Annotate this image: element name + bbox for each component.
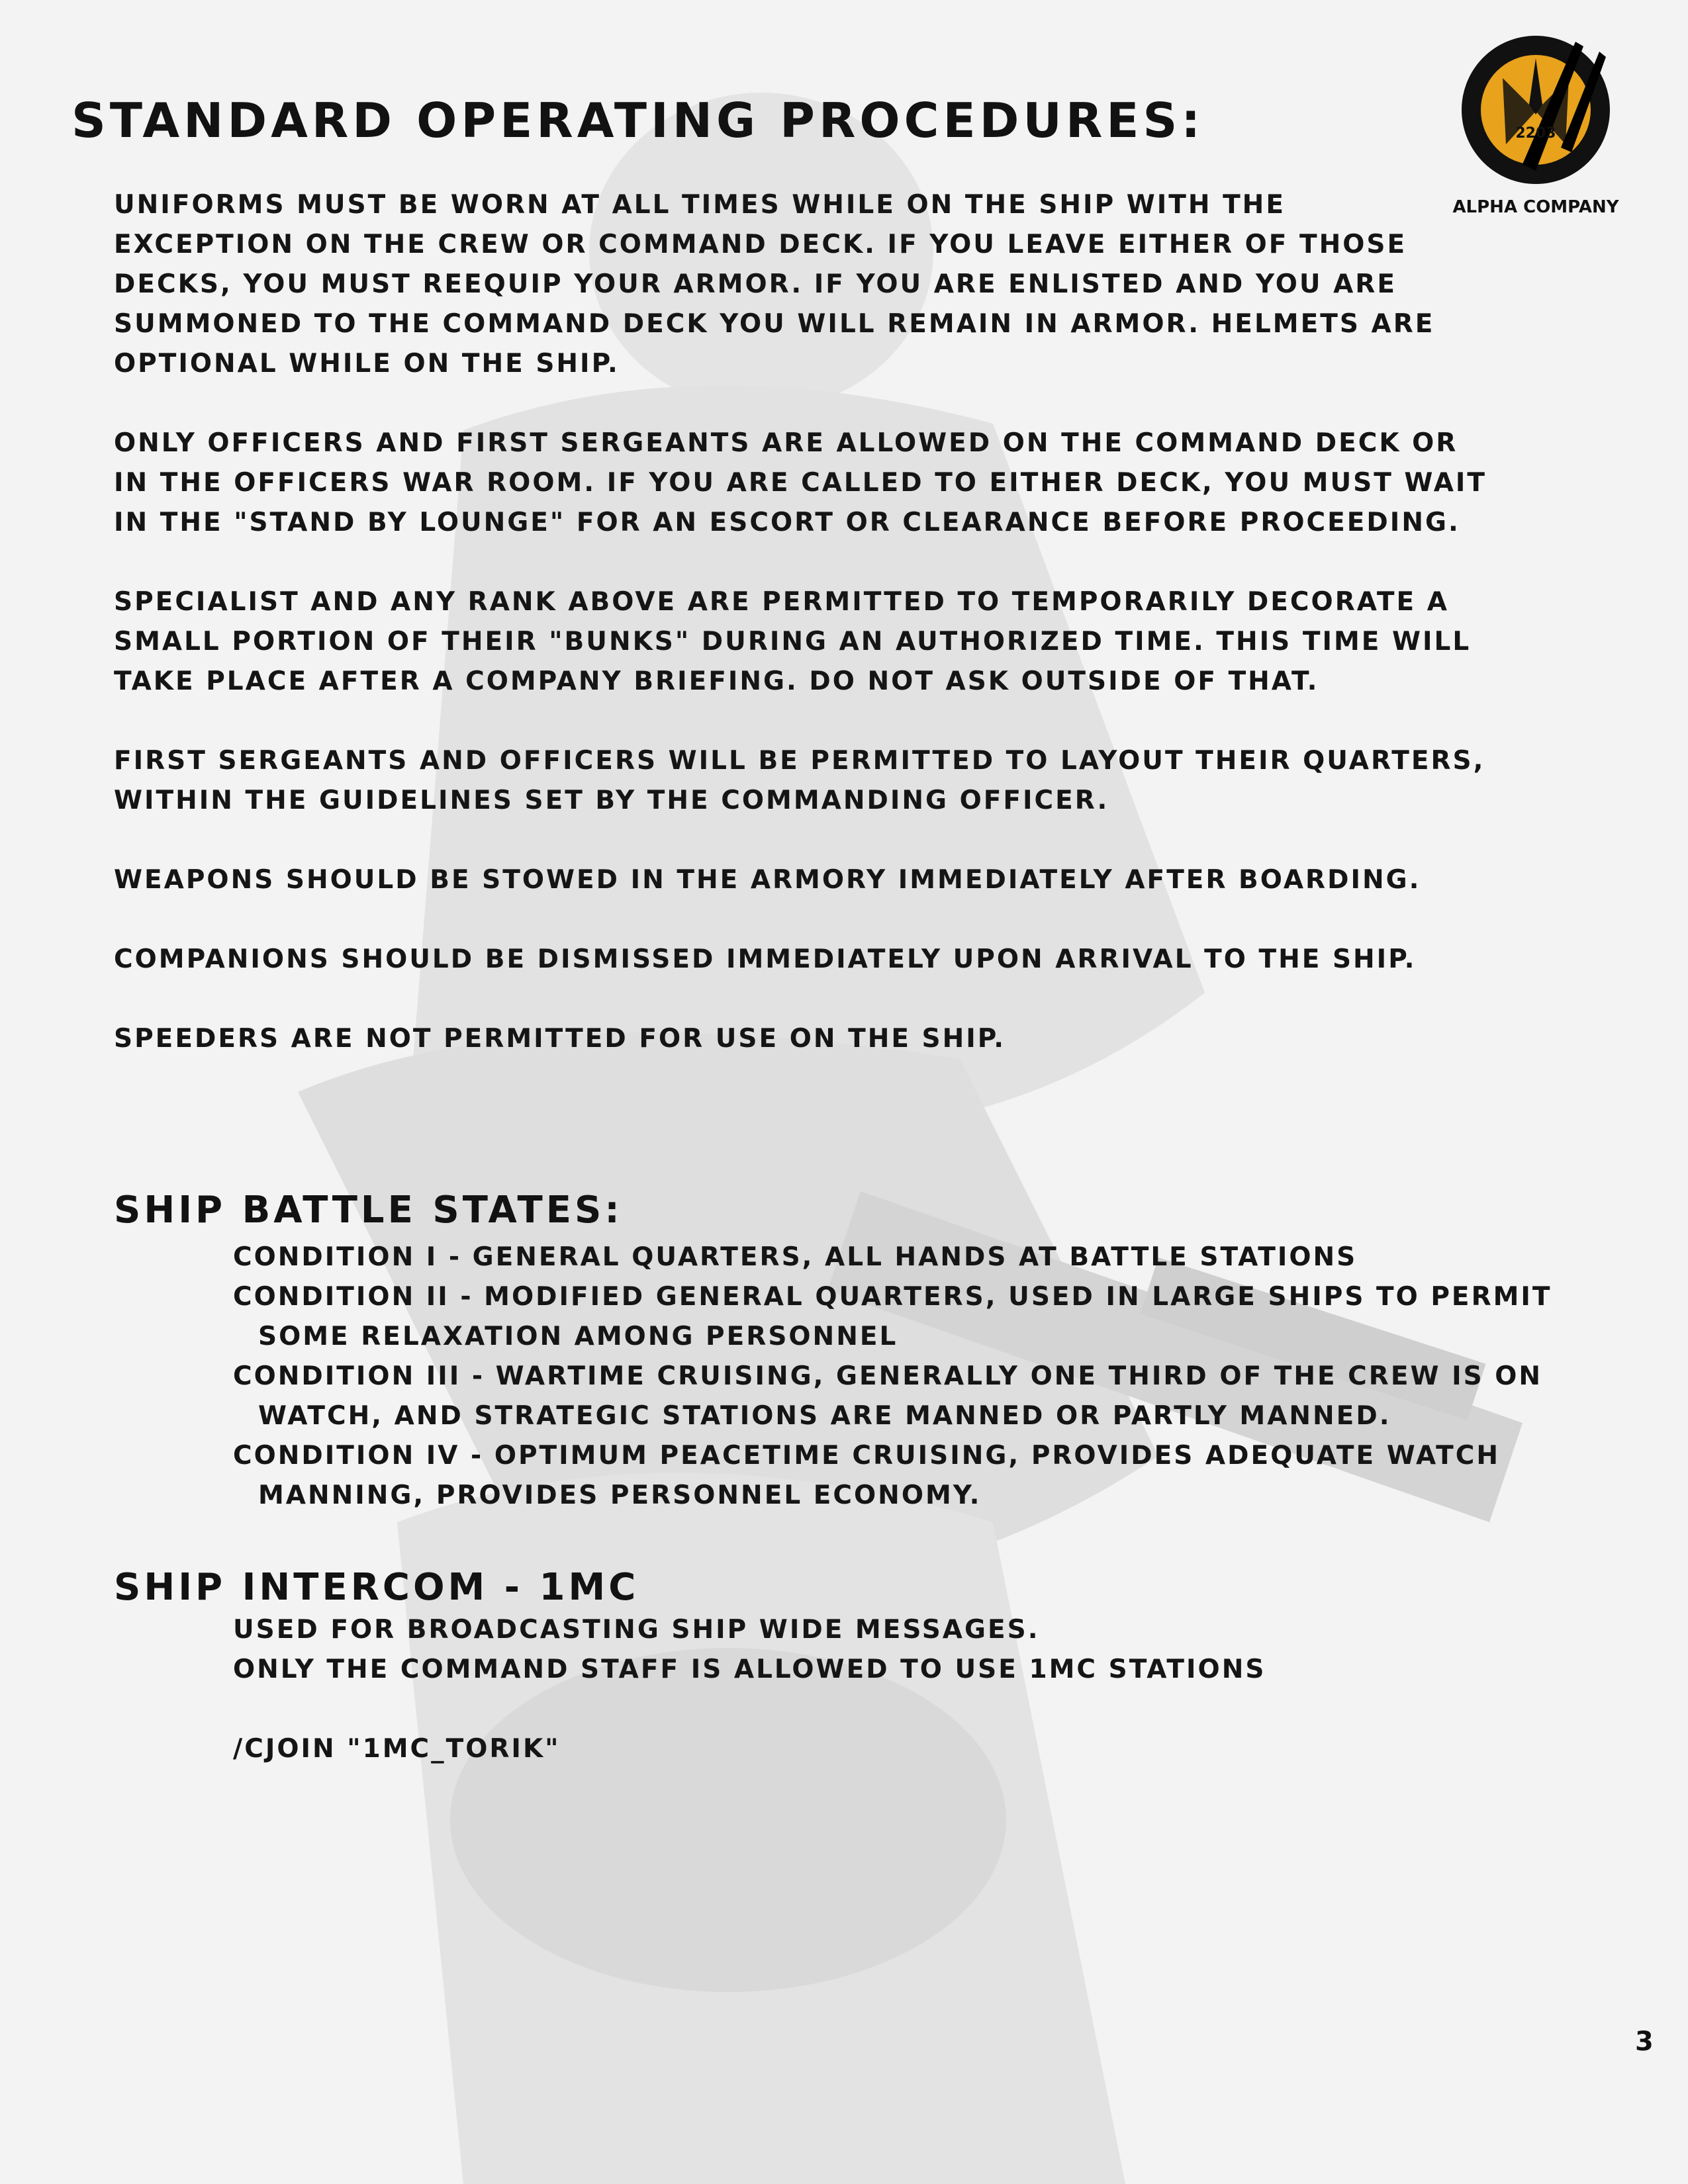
condition-2: CONDITION II - MODIFIED GENERAL QUARTERS, USED IN LARGE SHIPS TO PERMIT SOME RELAXATION AMONG PERSONNEL: [233, 1282, 1552, 1351]
intercom-join-command: /CJOIN "1MC_TORIK": [233, 1734, 561, 1764]
procedure-command-deck: ONLY OFFICERS AND FIRST SERGEANTS ARE ALLOWED ON THE COMMAND DECK OR IN THE OFFICERS WAR ROOM. IF YOU ARE CALLED TO EITHER DECK, YOU MUST WAIT IN THE "STAND BY LOUNGE" FOR AN ESCORT OR CLEARANCE BEFORE PROCEEDING.: [114, 428, 1487, 537]
condition-4: CONDITION IV - OPTIMUM PEACETIME CRUISING, PROVIDES ADEQUATE WATCH MANNING, PROVIDES PERSONNEL ECONOMY.: [233, 1441, 1500, 1510]
intercom-line-broadcast: USED FOR BROADCASTING SHIP WIDE MESSAGES.: [233, 1615, 1040, 1645]
procedure-companions: COMPANIONS SHOULD BE DISMISSED IMMEDIATELY UPON ARRIVAL TO THE SHIP.: [114, 944, 1417, 974]
procedure-quarters: FIRST SERGEANTS AND OFFICERS WILL BE PERMITTED TO LAYOUT THEIR QUARTERS, WITHIN THE GUIDELINES SET BY THE COMMANDING OFFICER.: [114, 746, 1485, 815]
logo-caption: ALPHA COMPANY: [1452, 197, 1619, 217]
battle-states-heading: SHIP BATTLE STATES:: [114, 1189, 623, 1232]
intercom-heading: SHIP INTERCOM - 1MC: [114, 1566, 639, 1609]
procedure-uniforms: UNIFORMS MUST BE WORN AT ALL TIMES WHILE ON THE SHIP WITH THE EXCEPTION ON THE CREW OR COMMAND DECK. IF YOU LEAVE EITHER OF THOSE DECKS, YOU MUST REEQUIP YOUR ARMOR. IF YOU ARE ENLISTED AND YOU ARE SUMMONED TO THE COMMAND DECK YOU WILL REMAIN IN ARMOR. HELMETS ARE OPTIONAL WHILE ON THE SHIP.: [114, 190, 1435, 379]
procedure-bunks: SPECIALIST AND ANY RANK ABOVE ARE PERMITTED TO TEMPORARILY DECORATE A SMALL PORTION OF THEIR "BUNKS" DURING AN AUTHORIZED TIME. THIS TIME WILL TAKE PLACE AFTER A COMPANY BRIEFING. DO NOT ASK OUTSIDE OF THAT.: [114, 587, 1472, 696]
condition-3: CONDITION III - WARTIME CRUISING, GENERALLY ONE THIRD OF THE CREW IS ON WATCH, AND STRATEGIC STATIONS ARE MANNED OR PARTLY MANNED.: [233, 1361, 1543, 1431]
intercom-line-restriction: ONLY THE COMMAND STAFF IS ALLOWED TO USE 1MC STATIONS: [233, 1655, 1266, 1684]
procedure-weapons: WEAPONS SHOULD BE STOWED IN THE ARMORY IMMEDIATELY AFTER BOARDING.: [114, 865, 1421, 895]
procedure-speeders: SPEEDERS ARE NOT PERMITTED FOR USE ON THE SHIP.: [114, 1024, 1006, 1054]
condition-1: CONDITION I - GENERAL QUARTERS, ALL HANDS AT BATTLE STATIONS: [233, 1242, 1358, 1272]
emblem-year-text: 2203: [1515, 125, 1556, 142]
page-title: STANDARD OPERATING PROCEDURES:: [71, 93, 1205, 148]
page-number: 3: [1635, 2026, 1654, 2057]
alpha-company-emblem-icon: [1443, 32, 1628, 191]
battle-states-list: [233, 1238, 1630, 1516]
